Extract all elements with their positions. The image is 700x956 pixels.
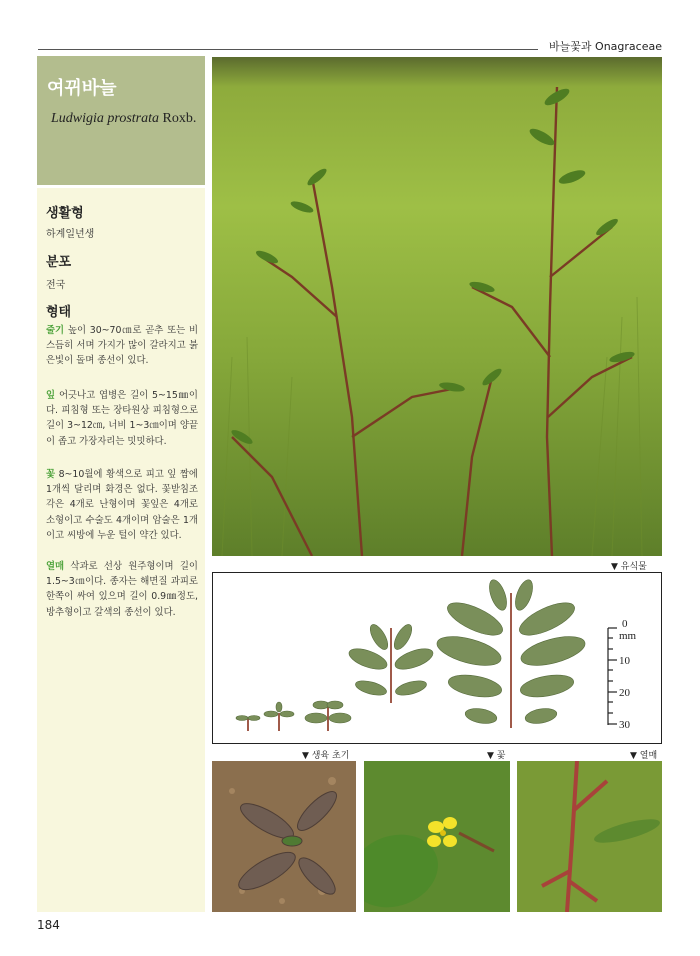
stem-paragraph xyxy=(46,323,198,369)
scale-tick-10: 10 xyxy=(619,655,630,667)
scientific-name xyxy=(51,111,196,127)
fruit-caption: ▼ 열매 xyxy=(630,751,658,761)
flower-photo xyxy=(364,761,510,912)
fruit-paragraph xyxy=(46,559,198,620)
scale-tick-20: 20 xyxy=(619,687,630,699)
authority: Roxb. xyxy=(162,111,197,126)
fruit-photo xyxy=(517,761,662,912)
term-stem: 줄기 xyxy=(46,325,65,336)
seedling-stages-svg xyxy=(213,573,661,743)
flower-illustration xyxy=(364,761,510,912)
distribution-heading: 분포 xyxy=(46,255,72,270)
flower-text: 8~10월에 황색으로 피고 잎 짬에 1개씩 달리며 화경은 없다. 꽃받침조각은 4개로 난형이며 꽃잎은 4개로 소형이고 수술도 4개이며 암술은 1개이고 씨방에 누운 털이 약간 있다. xyxy=(46,469,198,541)
flower-caption: ▼ 꽃 xyxy=(487,751,506,761)
early-growth-illustration xyxy=(212,761,356,912)
korean-name: 여뀌바늘 xyxy=(47,78,117,99)
morphology-heading: 형태 xyxy=(46,305,72,320)
term-fruit: 열매 xyxy=(46,561,65,572)
fruit-illustration xyxy=(517,761,662,912)
seedling-caption: ▼ 유식물 xyxy=(611,562,647,572)
main-plant-photo xyxy=(212,57,662,556)
early-growth-caption: ▼ 생육 초기 xyxy=(302,751,350,761)
scale-tick-30: 30 xyxy=(619,719,630,731)
seedling-stages-figure xyxy=(212,572,662,744)
leaf-text: 어긋나고 엽병은 길이 5~15㎜이다. 피침형 또는 장타원상 피침형으로 길이 3~12㎝, 너비 1~3㎝이며 양끝이 좁고 가장자리는 밋밋하다. xyxy=(46,390,198,447)
term-flower: 꽃 xyxy=(46,469,56,480)
header-rule xyxy=(38,49,538,50)
term-leaf: 잎 xyxy=(46,390,56,401)
scale-unit: mm xyxy=(619,630,637,642)
early-growth-photo xyxy=(212,761,356,912)
scale-tick-0: 0 xyxy=(622,618,628,630)
plant-illustration xyxy=(212,57,662,556)
leaf-paragraph xyxy=(46,388,198,449)
title-box xyxy=(37,56,205,185)
family-label: 바늘꽃과 Onagraceae xyxy=(549,40,662,53)
page-number: 184 xyxy=(37,918,60,932)
info-panel xyxy=(37,188,205,912)
distribution-value: 전국 xyxy=(46,280,66,291)
life-form-heading: 생활형 xyxy=(46,206,84,221)
fruit-text: 삭과로 선상 원주형이며 길이 1.5~3㎝이다. 종자는 해면질 과피로 한쪽이 싸여 있으며 길이 0.9㎜정도, 방추형이고 갈색의 종선이 있다. xyxy=(46,561,198,618)
stem-text: 높이 30~70㎝로 곧추 또는 비스듬히 서며 가지가 많이 갈라지고 붉은빛이 돌며 종선이 있다. xyxy=(46,325,198,367)
life-form-value: 하계일년생 xyxy=(46,229,95,240)
binomial: Ludwigia prostrata xyxy=(51,111,160,126)
flower-paragraph xyxy=(46,467,198,543)
